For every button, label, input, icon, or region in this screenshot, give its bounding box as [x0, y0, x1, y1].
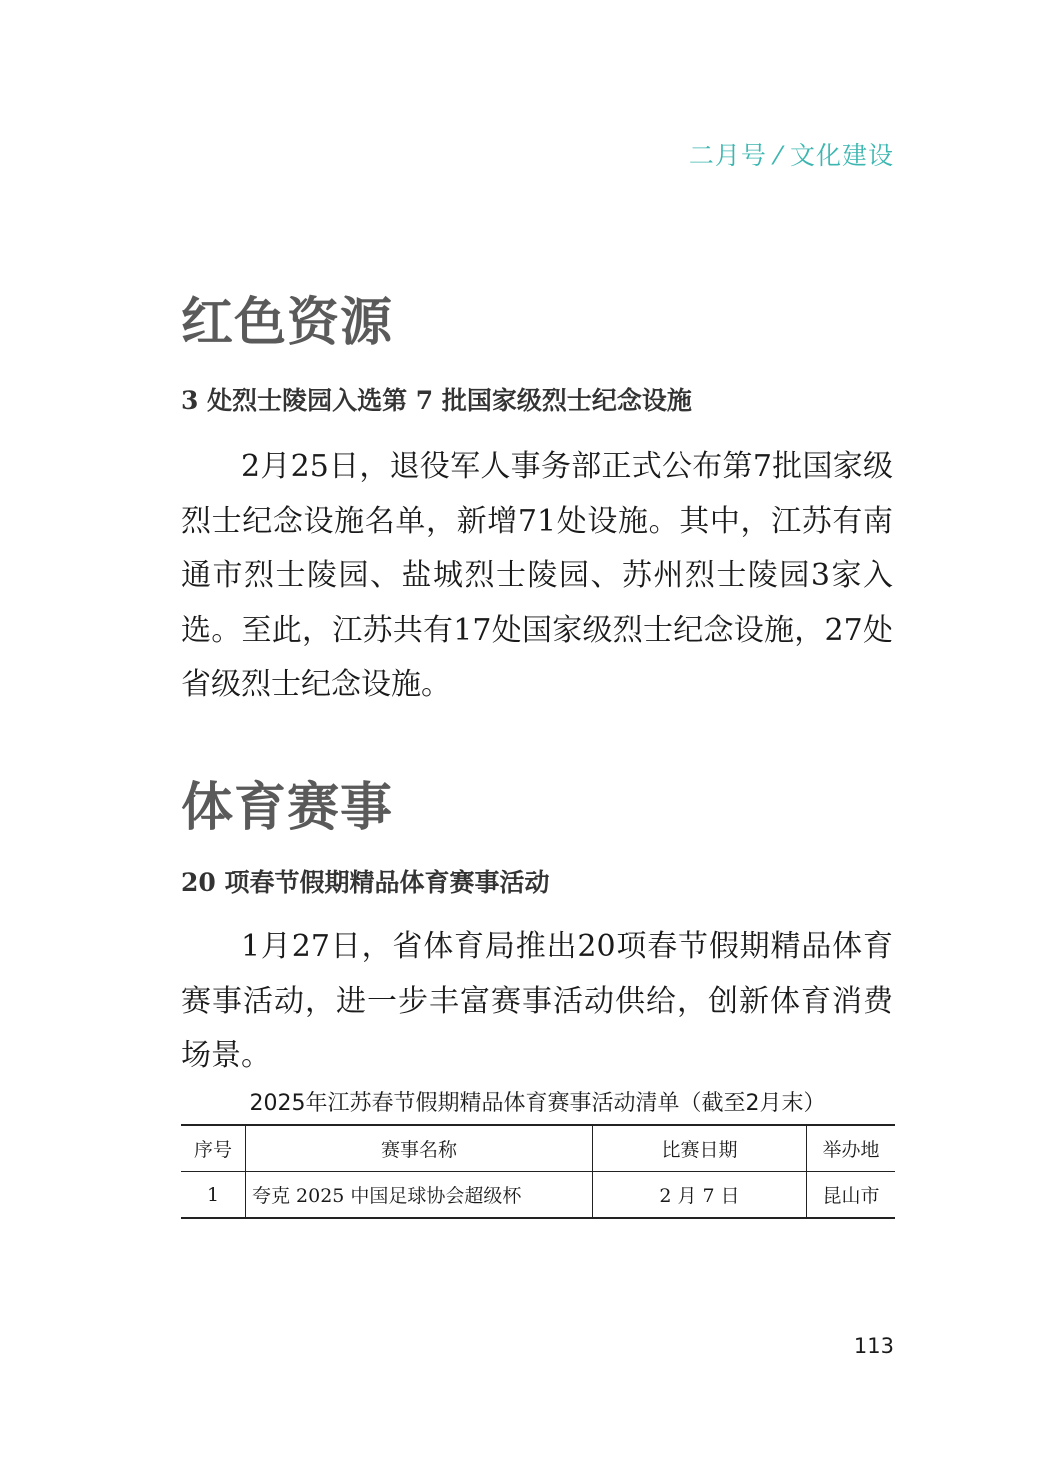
cell-index: 1	[181, 1172, 246, 1219]
column-header-event-name: 赛事名称	[246, 1125, 593, 1172]
cell-venue: 昆山市	[807, 1172, 896, 1219]
cell-date: 2 月 7 日	[593, 1172, 807, 1219]
cell-event-name: 夸克 2025 中国足球协会超级杯	[246, 1172, 593, 1219]
events-table	[181, 1124, 895, 1219]
article-paragraph-martyrs-cemeteries: 2月25日，退役军人事务部正式公布第7批国家级烈士纪念设施名单，新增71处设施。其中，江苏有南通市烈士陵园、盐城烈士陵园、苏州烈士陵园3家入选。至此，江苏共有17处国家级烈士纪念设施，27处省级烈士纪念设施。	[181, 449, 893, 702]
table-row	[181, 1172, 895, 1219]
table-caption: 2025年江苏春节假期精品体育赛事活动清单（截至2月末）	[249, 1091, 826, 1116]
article-heading-spring-festival-events: 20 项春节假期精品体育赛事活动	[181, 868, 550, 897]
column-header-index: 序号	[181, 1125, 246, 1172]
article-heading-martyrs-cemeteries: 3 处烈士陵园入选第 7 批国家级烈士纪念设施	[181, 386, 692, 415]
section-title-red-resources: 红色资源	[181, 293, 394, 353]
section-title-sports-events: 体育赛事	[181, 778, 394, 838]
running-head: 二月号 ⁄ 文化建设	[688, 141, 894, 170]
table-header-row	[181, 1125, 895, 1172]
article-paragraph-spring-festival-events: 1月27日，省体育局推出20项春节假期精品体育赛事活动，进一步丰富赛事活动供给，创新体育消费场景。	[181, 929, 893, 1073]
page-number: 113	[853, 1334, 894, 1358]
column-header-date: 比赛日期	[593, 1125, 807, 1172]
column-header-venue: 举办地	[807, 1125, 896, 1172]
